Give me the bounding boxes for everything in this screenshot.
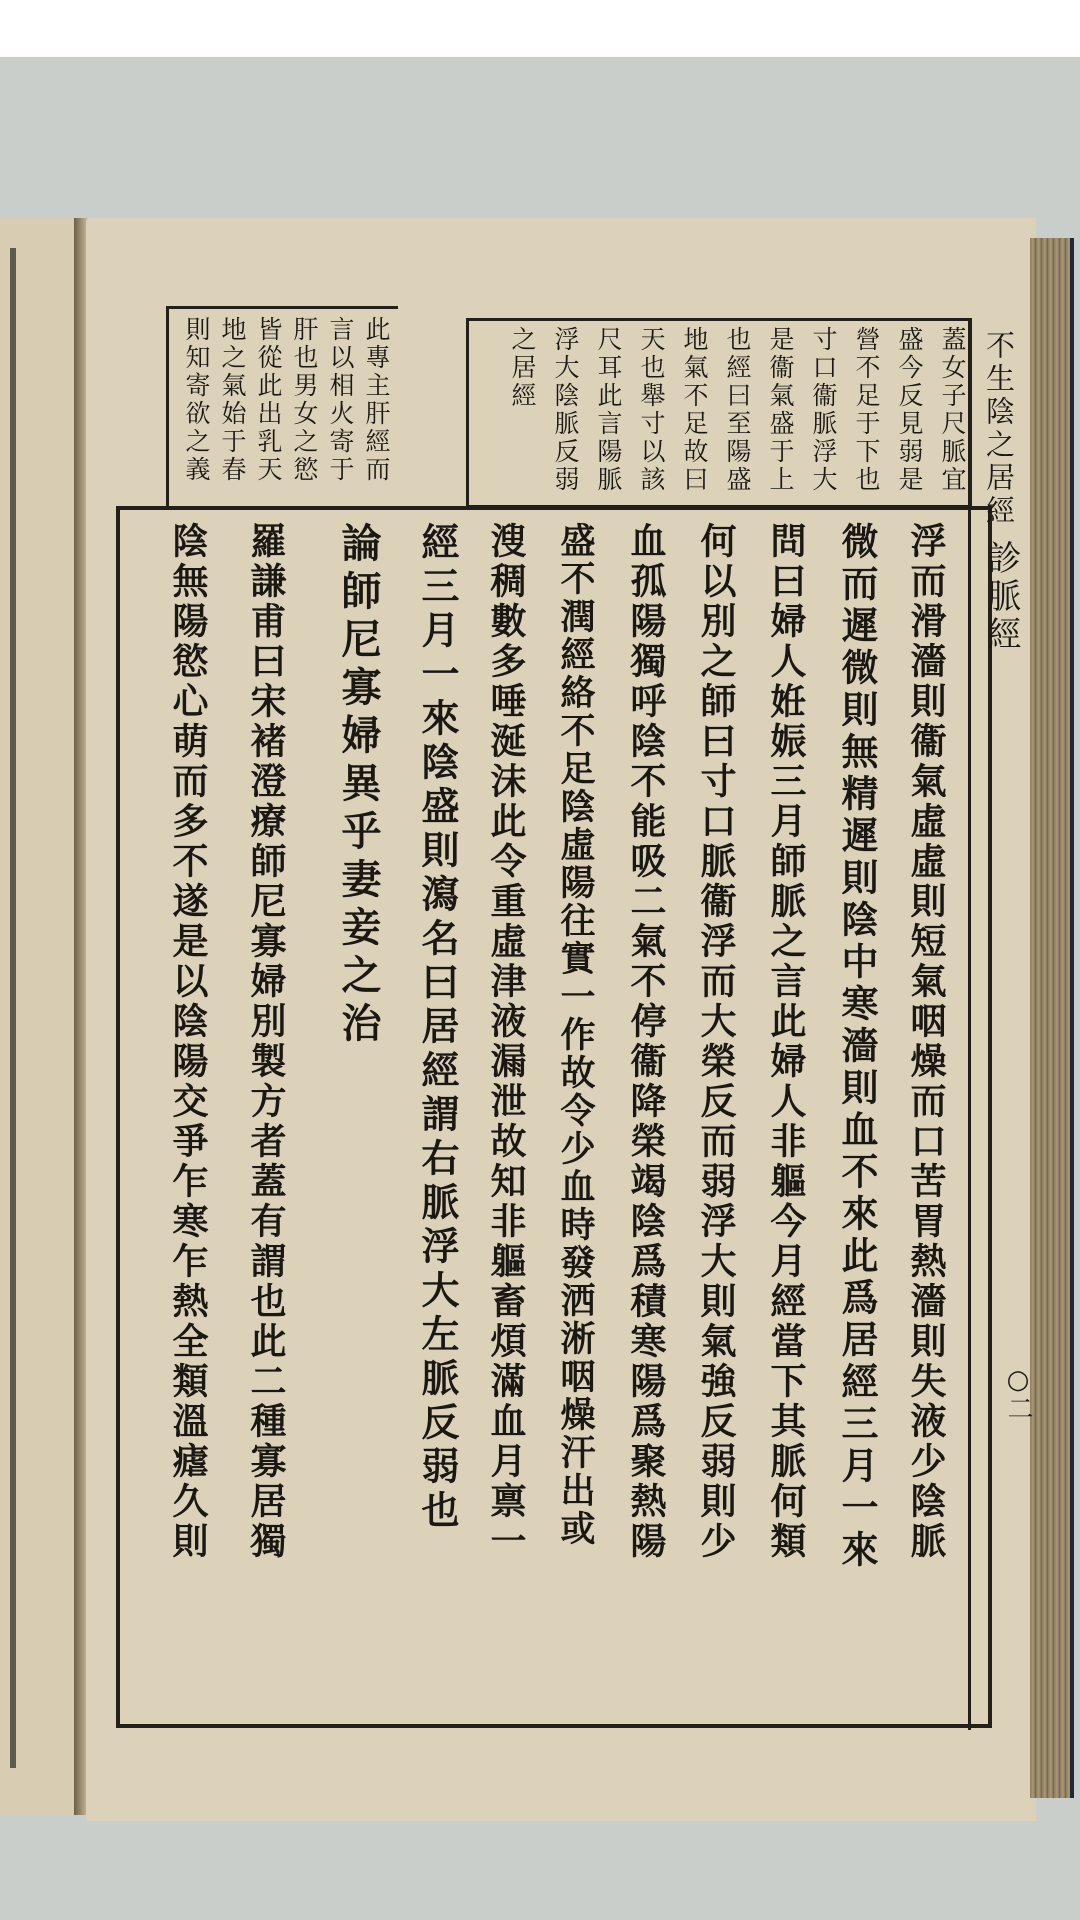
top-note-line: 是衞氣盛于上 [766,326,795,494]
top-note-line: 也經曰至陽盛 [723,326,752,494]
page-edge [1030,238,1074,1798]
main-text-column: 微而遲微則無精遲則陰中寒濇則血不來此爲居經三月一來 [835,522,879,1572]
top-note-line: 尺耳此言陽脈 [594,326,623,494]
main-text-column: 經三月一來陰盛則瀉名曰居經謂右脈浮大左脈反弱也 [415,522,460,1534]
main-text-column: 血孤陽獨呼陰不能吸二氣不停衞降榮竭陰爲積寒陽爲聚熱陽 [625,522,667,1562]
main-text-column: 陰無陽慾心萌而多不遂是以陰陽交爭乍寒乍熱全類溫瘧久則 [167,522,209,1562]
main-text-column: 溲稠數多唾涎沫此令重虛津液漏泄故知非軀畜煩滿血月禀一 [485,522,527,1562]
running-head-section: 診脈經 [981,540,1021,654]
main-text-column: 問曰婦人姙娠三月師脈之言此婦人非軀今月經當下其脈何類 [765,522,807,1562]
top-left-note-line: 此專主肝經而 [362,316,391,484]
top-left-note-line: 則知寄欲之義 [182,316,211,484]
top-note-line: 盛今反見弱是 [895,326,924,494]
running-head-title: 不生陰之居經 [982,330,1016,528]
folio-number: ○二 [1003,1365,1033,1421]
top-left-note-line: 皆從此出乳天 [254,316,283,484]
top-left-note-line: 言以相火寄于 [326,316,355,484]
main-text-column: 羅謙甫曰宋褚澄療師尼寡婦別製方者蓋有謂也此二種寡居獨 [245,522,287,1562]
top-note-line: 天也舉寸以該 [637,326,666,494]
running-head-column [968,318,1030,1730]
top-left-note-line: 肝也男女之慾 [290,316,319,484]
top-note-line: 寸口衞脈浮大 [809,326,838,494]
section-heading: 論師尼寡婦異乎妻妾之治 [335,522,382,1050]
top-note-line: 營不足于下也 [852,326,881,494]
main-text-column: 何以別之師曰寸口脈衞浮而大榮反而弱浮大則氣強反弱則少 [695,522,737,1562]
main-text-column: 盛不潤經絡不足陰虛陽往實一作故令少血時發洒淅咽燥汗出或 [555,522,596,1548]
top-note-line: 之居經 [508,326,537,410]
facing-page [0,218,79,1815]
top-note-line: 地氣不足故曰 [680,326,709,494]
top-left-note-line: 地之氣始于春 [218,316,247,484]
main-text-column: 浮而滑濇則衞氣虛虛則短氣咽燥而口苦胃熱濇則失液少陰脈 [905,522,947,1562]
top-note-line: 浮大陰脈反弱 [551,326,580,494]
top-note-line: 蓋女子尺脈宜 [938,326,967,494]
